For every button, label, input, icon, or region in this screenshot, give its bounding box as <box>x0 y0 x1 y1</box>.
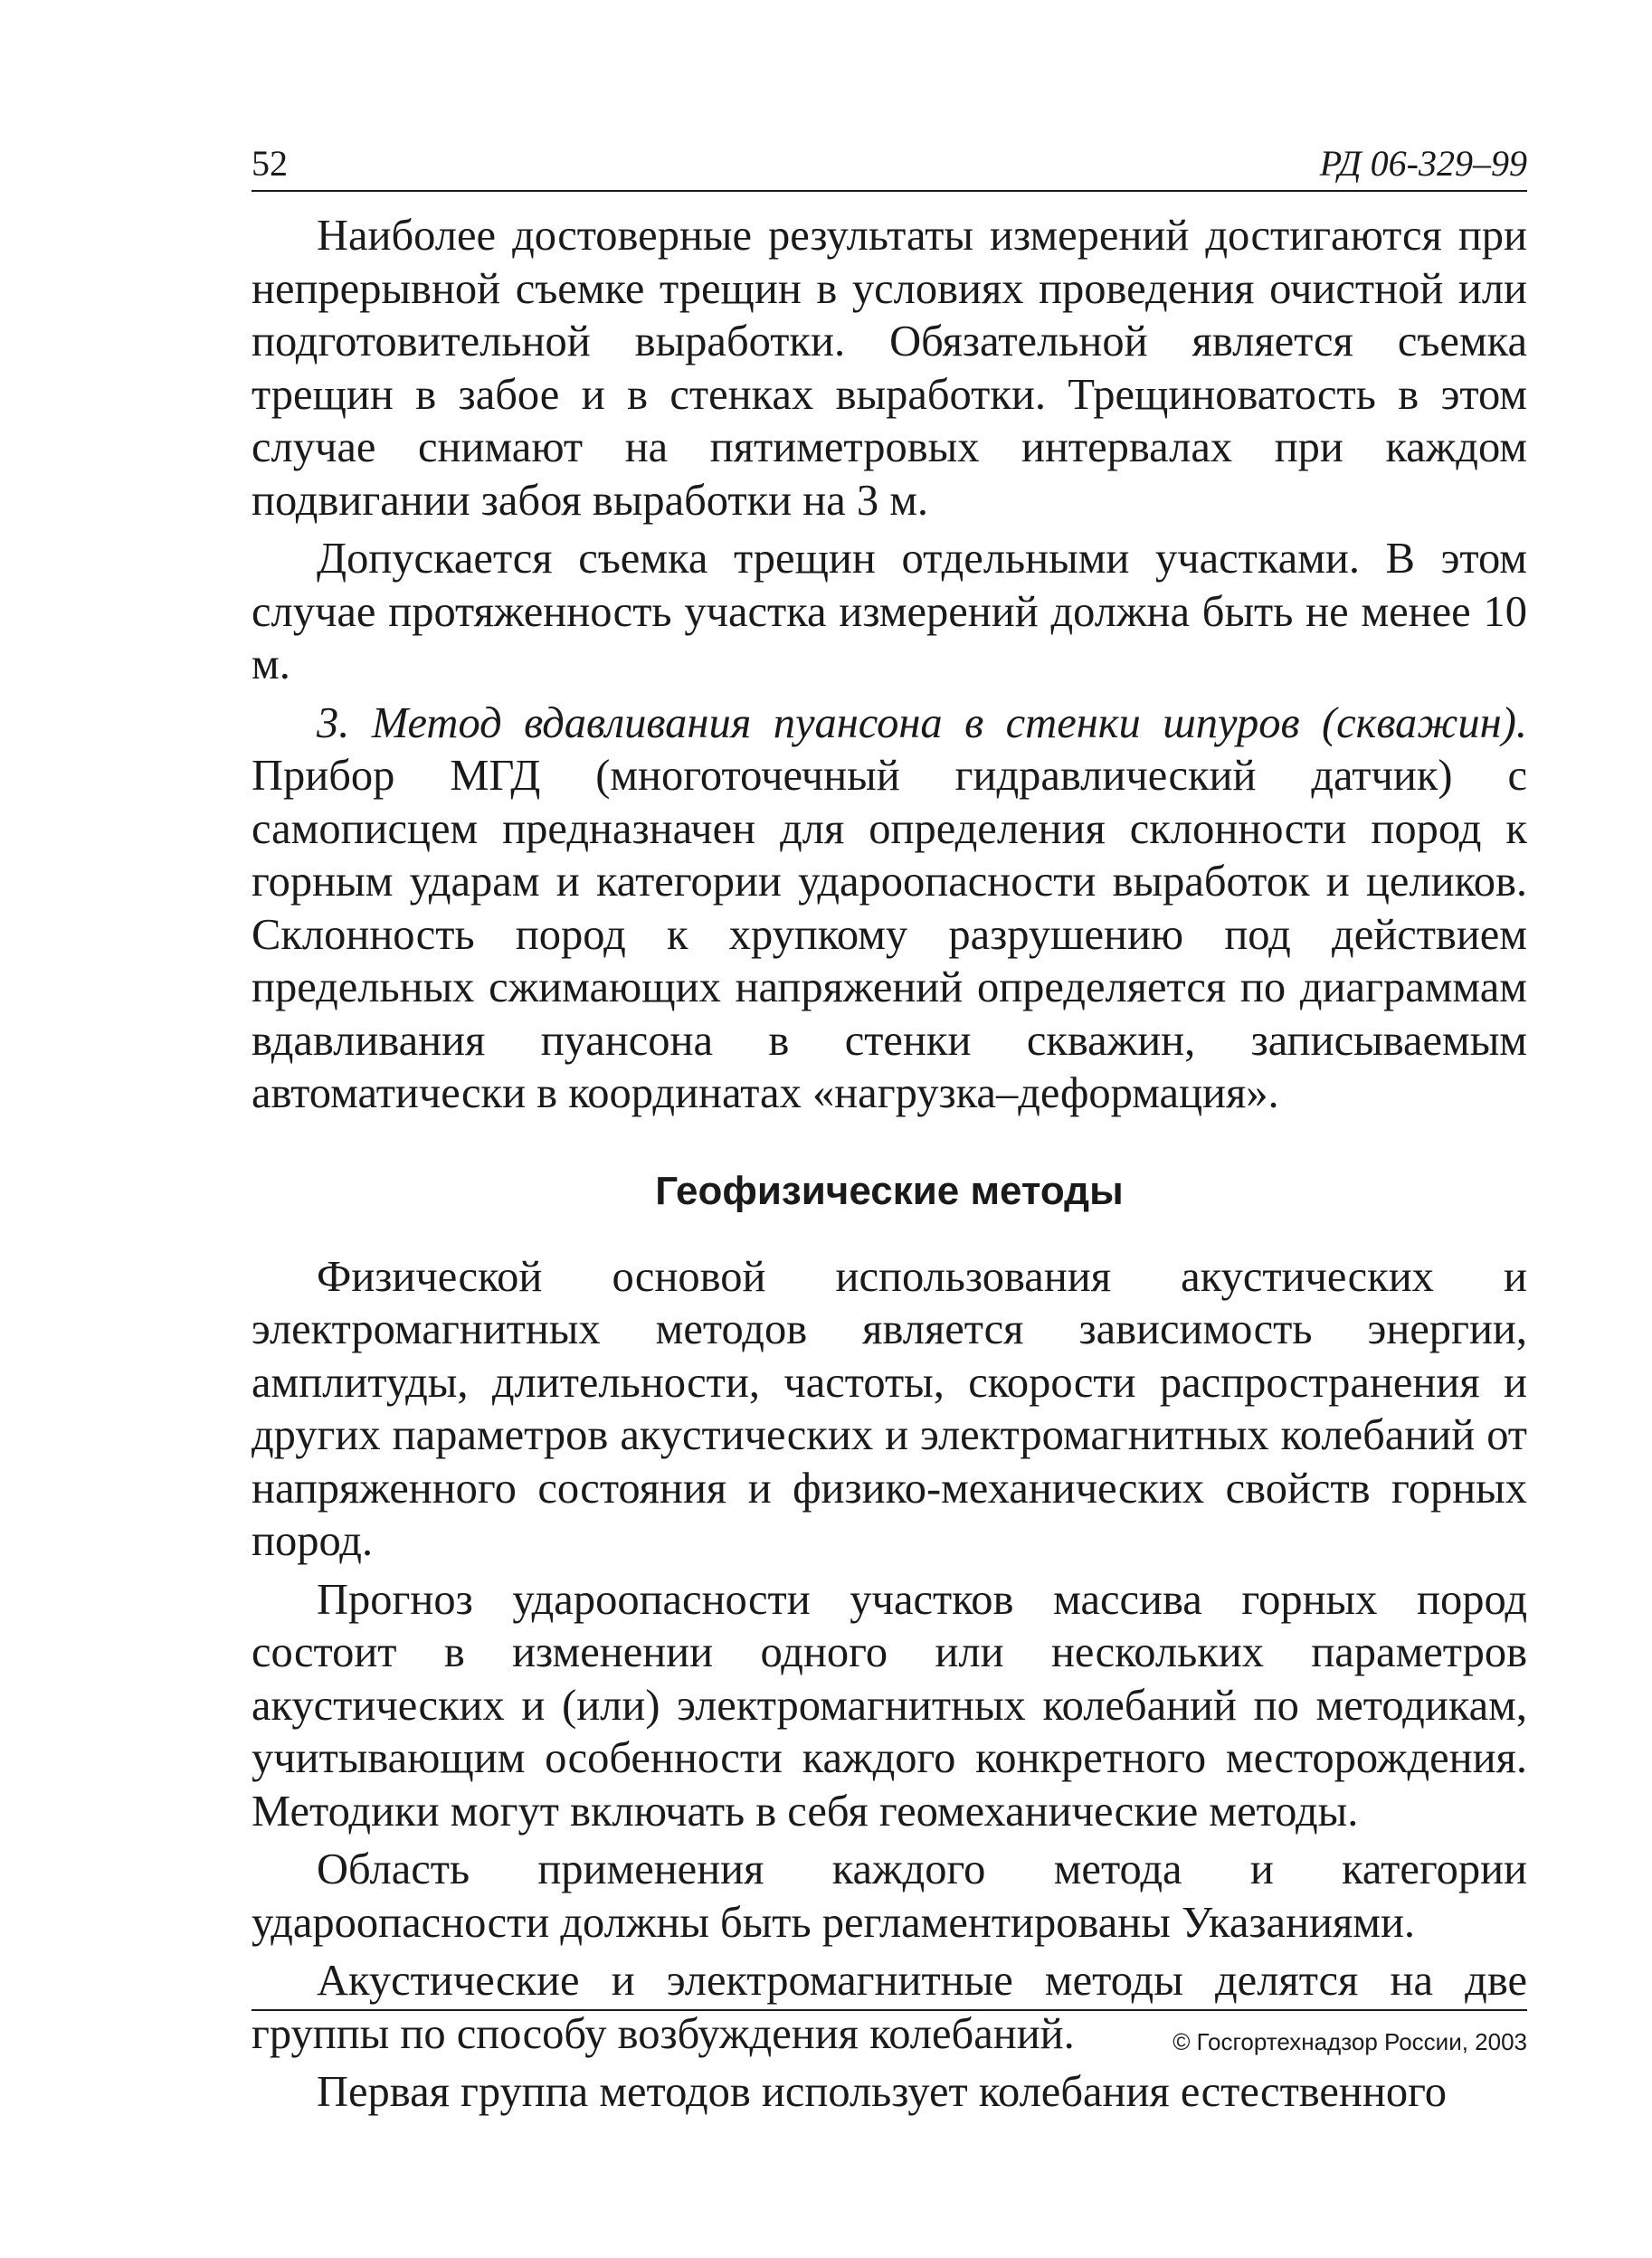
section-heading: Геофизические методы <box>655 1168 1124 1213</box>
paragraph <box>252 697 1527 1121</box>
method-run-in-heading: 3. Метод вдавливания пуансона в стенки шпуров (скважин). <box>317 698 1527 747</box>
page-number: 52 <box>252 143 288 184</box>
paragraph: Допускается съемка трещин отдельными участками. В этом случае протяженность участка измерений должна быть не менее 10 м. <box>252 535 1527 688</box>
body-text <box>252 210 1527 2125</box>
paragraph: Область применения каждого метода и категории удароопасности должны быть регламентированы Указаниями. <box>252 1845 1527 1947</box>
paragraph: Прогноз удароопасности участков массива горных пород состоит в изменении одного или нескольких параметров акустических и (или) электромагнитных колебаний по методикам, учитывающим особенности каждого конкретного месторождения. Методики могут включать в себя геомеханические методы. <box>252 1575 1527 1836</box>
paragraph: Акустические и электромагнитные методы делятся на две группы по способу возбуждения колебаний. <box>252 1957 1527 2058</box>
document-code: РД 06-329–99 <box>1319 143 1527 184</box>
copyright-notice: © Госгортехнадзор России, 2003 <box>1173 2028 1527 2055</box>
paragraph: Наиболее достоверные результаты измерений достигаются при непрерывной съемке трещин в условиях проведения очистной или подготовительной выработки. Обязательной является съемка трещин в забое и в стенках выработки. Трещиноватость в этом случае снимают на пятиметровых интервалах при каждом подвигании забоя выработки на 3 м. <box>252 212 1527 525</box>
footer-rule <box>252 2009 1527 2011</box>
paragraph-text: Прибор МГД (многоточечный гидравлический датчик) с самописцем предназначен для определения склонности пород к горным ударам и категории удароопасности выработок и целиков. Склонность пород к хрупкому разрушению под действием предельных сжимающих напряжений определяется по диаграммам вдавливания пуансона в стенки скважин, записываемым автоматически в координатах «нагрузка–деформация». <box>252 752 1527 1117</box>
running-header <box>252 136 1527 192</box>
paragraph: Первая группа методов использует колебания естественного <box>317 2068 1448 2116</box>
paragraph: Физической основой использования акустических и электромагнитных методов является зависимость энергии, амплитуды, длительности, частоты, скорости распространения и других параметров акустических и электромагнитных колебаний от напряженного состояния и физико-механических свойств горных пород. <box>252 1252 1527 1565</box>
